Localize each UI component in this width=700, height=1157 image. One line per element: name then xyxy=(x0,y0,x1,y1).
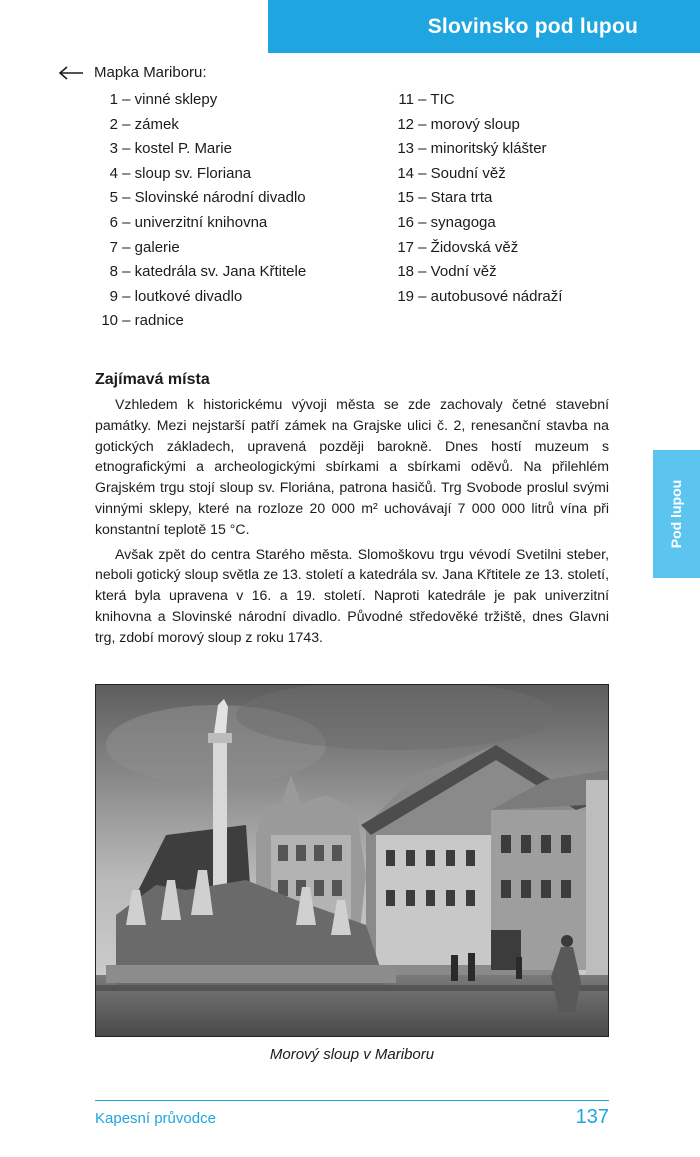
legend-item-label: – minoritský klášter xyxy=(418,140,547,158)
legend-item xyxy=(384,137,562,162)
legend-item xyxy=(86,162,306,187)
header-bar xyxy=(268,0,700,53)
legend-item-label: – katedrála sv. Jana Křtitele xyxy=(122,263,307,281)
legend-item-label: – galerie xyxy=(122,238,180,256)
legend-item-number: 7 xyxy=(109,238,118,256)
legend-item-label: – Vodní věž xyxy=(418,263,497,281)
legend-item-number: 3 xyxy=(109,140,118,158)
legend-item xyxy=(86,211,306,236)
legend-item xyxy=(384,88,562,113)
legend-item-label: – kostel P. Marie xyxy=(122,140,232,158)
legend-column-left xyxy=(86,88,306,334)
legend-item-number: 9 xyxy=(109,287,118,305)
arrow-left-icon xyxy=(58,66,84,80)
legend-item-label: – radnice xyxy=(122,312,184,330)
legend-item-number: 15 xyxy=(397,189,414,207)
legend-item-label: – TIC xyxy=(418,91,455,108)
legend-item-label: – autobusové nádraží xyxy=(418,287,563,305)
legend-item-label: – Soudní věž xyxy=(418,164,506,182)
legend-item-label: – Židovská věž xyxy=(418,238,519,256)
photo-illustration xyxy=(96,685,608,1036)
legend-item xyxy=(384,236,562,261)
footer-book-title: Kapesní průvodce xyxy=(95,1110,216,1127)
photo-caption: Morový sloup v Mariboru xyxy=(269,1046,435,1063)
legend-item xyxy=(86,137,306,162)
legend-item-label: – zámek xyxy=(122,115,179,133)
legend-item-label: – Slovinské národní divadlo xyxy=(122,189,306,207)
legend-item-number: 4 xyxy=(109,164,118,182)
legend-column-right xyxy=(384,88,562,309)
footer-rule xyxy=(95,1100,609,1101)
section-interesting-places xyxy=(95,371,609,652)
legend-item-number: 8 xyxy=(109,263,118,281)
legend-item-label: – sloup sv. Floriana xyxy=(122,164,252,182)
side-tab xyxy=(653,450,700,578)
legend-title: Mapka Mariboru: xyxy=(94,64,207,81)
legend-item-number: 10 xyxy=(101,312,118,330)
page-number: 137 xyxy=(575,1106,609,1128)
legend-item xyxy=(384,162,562,187)
side-tab-label: Pod lupou xyxy=(668,479,685,549)
paragraph-1: Vzhledem k historickému vývoji města se zde zachovaly četné stavební památky. Mezi nejstarší patří zámek na Grajske ulici č. 2, renesanční stavba na gotických základech, upravená později barokně. Dnes hostí muzeum s etnografickými a archeologickými sbírkami a sbírkami oděvů. Na přilehlém Grajském trgu stojí sloup sv. Floriána, patrona hasičů. Trg Svobode proslul svými vinnými sklepy, které na rozloze 20 000 m² uchovávají 7 000 000 litrů vína při konstantní teplotě 15 °C. xyxy=(95,396,609,537)
paragraph-2: Avšak zpět do centra Starého města. Slomoškovu trgu vévodí Svetilni steber, neboli gotický sloup světla ze 13. století a katedrála sv. Jana Křtitele ze 13. století, která byla upravena v 16. a 19. století. Naproti katedrále je pak univerzitní knihovna a Slovinské národní divadlo. Původné středověké tržiště, dnes Glavni trg, zdobí morový sloup z roku 1743. xyxy=(95,545,609,645)
legend-item-label: – loutkové divadlo xyxy=(122,287,243,305)
legend-item-number: 18 xyxy=(397,263,414,281)
chapter-title: Slovinsko pod lupou xyxy=(427,14,638,38)
legend-item xyxy=(86,309,306,334)
legend-item-number: 5 xyxy=(109,189,118,207)
legend-item xyxy=(86,285,306,310)
legend-item-label: – univerzitní knihovna xyxy=(122,213,268,231)
section-heading: Zajímavá místa xyxy=(95,371,210,388)
legend-item-number: 17 xyxy=(397,238,414,256)
legend-item xyxy=(86,260,306,285)
legend-item-label: – Stara trta xyxy=(418,189,493,207)
legend-item xyxy=(384,260,562,285)
legend-item-number: 11 xyxy=(398,91,414,108)
legend-item xyxy=(86,113,306,138)
legend-item-number: 19 xyxy=(397,287,414,305)
legend-item xyxy=(86,88,306,113)
legend-item-number: 1 xyxy=(109,91,118,108)
legend-item-number: 12 xyxy=(397,115,414,133)
legend-item xyxy=(384,211,562,236)
legend-item-number: 14 xyxy=(397,164,414,182)
legend-item-number: 6 xyxy=(109,213,118,231)
legend-item xyxy=(384,285,562,310)
legend-item-label: – vinné sklepy xyxy=(122,91,218,108)
legend-item-label: – synagoga xyxy=(418,213,496,231)
legend-item-number: 16 xyxy=(397,213,414,231)
photo-plague-column xyxy=(95,684,609,1037)
legend-item-number: 13 xyxy=(397,140,414,158)
legend-item-label: – morový sloup xyxy=(418,115,520,133)
legend-item-number: 2 xyxy=(109,115,118,133)
legend-item xyxy=(86,236,306,261)
legend-item xyxy=(86,186,306,211)
legend-item xyxy=(384,113,562,138)
legend-item xyxy=(384,186,562,211)
